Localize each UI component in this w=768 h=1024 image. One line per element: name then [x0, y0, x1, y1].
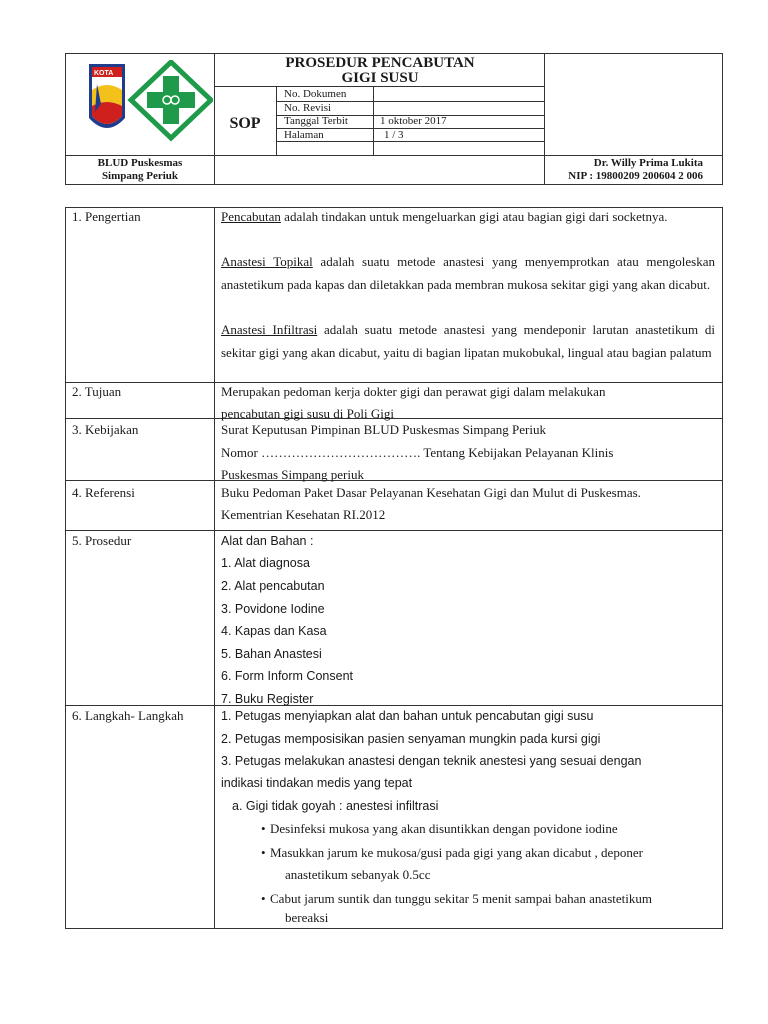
row-label-langkah: 6. Langkah- Langkah	[72, 708, 184, 723]
puskesmas-logos	[79, 60, 213, 142]
definition-anastesi-infiltrasi: adalah suatu metode anastesi yang mendeponir larutan anastetikum di sekitar gigi yang akan dicabut, yaitu di bagian lipatan mukobukal, lingual atau bagian palatum	[221, 322, 715, 360]
header-right-border	[722, 53, 723, 184]
table-column-divider	[214, 207, 215, 929]
org-name-line2: Simpang Periuk	[101, 170, 179, 182]
prosedur-item: 1. Alat diagnosa	[221, 556, 310, 570]
table-left-border	[65, 207, 66, 929]
row-label-tujuan: 2. Tujuan	[72, 384, 122, 399]
header-footer-divider	[65, 155, 723, 156]
langkah-sub-a: a. Gigi tidak goyah : anestesi infiltrasi	[232, 799, 439, 813]
header-bottom-border	[65, 184, 723, 185]
city-logo-text: KOTA	[94, 70, 114, 77]
doc-row-line	[276, 141, 544, 142]
row-label-kebijakan: 3. Kebijakan	[72, 422, 139, 437]
bullet-icon: •	[261, 821, 266, 836]
bullet-icon: •	[261, 845, 266, 860]
signer-name: Dr. Willy Prima Lukita	[593, 157, 703, 169]
definition-paragraph-infiltrasi	[221, 319, 715, 364]
row-label-prosedur: 5. Prosedur	[72, 533, 132, 548]
bullet-icon: •	[261, 891, 266, 906]
page-label: Halaman	[284, 129, 324, 141]
table-row-divider	[65, 480, 723, 481]
prosedur-heading: Alat dan Bahan :	[221, 534, 314, 548]
definition-pencabutan: adalah tindakan untuk mengeluarkan gigi atau bagian gigi dari socketnya.	[280, 209, 668, 224]
prosedur-item: 2. Alat pencabutan	[221, 579, 325, 593]
langkah-bullet-2-line1: Masukkan jarum ke mukosa/gusi pada gigi yang akan dicabut , deponer	[270, 845, 643, 860]
prosedur-item: 3. Povidone Iodine	[221, 602, 325, 616]
header-title-underline	[214, 86, 544, 87]
tujuan-line1: Merupakan pedoman kerja dokter gigi dan perawat gigi dalam melakukan	[221, 384, 606, 399]
row-label-referensi: 4. Referensi	[72, 485, 135, 500]
langkah-bullet-2-line2: anastetikum sebanyak 0.5cc	[285, 867, 431, 882]
langkah-bullet-3-line1: Cabut jarum suntik dan tunggu sekitar 5 menit sampai bahan anastetikum	[270, 891, 652, 906]
row-label-pengertian: 1. Pengertian	[72, 209, 141, 224]
term-anastesi-topikal: Anastesi Topikal	[221, 254, 313, 269]
term-anastesi-infiltrasi: Anastesi Infiltrasi	[221, 322, 318, 337]
header-sop-divider	[276, 86, 277, 155]
header-docval-divider	[373, 86, 374, 155]
issue-date-value: 1 oktober 2017	[380, 115, 447, 127]
sop-label: SOP	[229, 115, 261, 132]
signer-block	[545, 157, 703, 183]
kebijakan-line3: Puskesmas Simpang periuk	[221, 467, 364, 482]
signer-nip: NIP : 19800209 200604 2 006	[568, 170, 703, 182]
kebijakan-line2: Nomor ………………………………. Tentang Kebijakan Pelayanan Klinis	[221, 445, 614, 460]
issue-date-label: Tanggal Terbit	[284, 115, 348, 127]
prosedur-item: 6. Form Inform Consent	[221, 669, 353, 683]
prosedur-item: 4. Kapas dan Kasa	[221, 624, 327, 638]
prosedur-item: 5. Bahan Anastesi	[221, 647, 322, 661]
document-title-line1: PROSEDUR PENCABUTAN	[285, 55, 475, 71]
prosedur-item: 7. Buku Register	[221, 692, 314, 706]
definition-paragraph-pencabutan	[221, 206, 715, 229]
referensi-line2: Kementrian Kesehatan RI.2012	[221, 507, 386, 522]
org-name	[65, 157, 215, 183]
doc-number-label: No. Dokumen	[284, 88, 347, 100]
city-emblem-logo	[89, 64, 125, 128]
langkah-step-3-line2: indikasi tindakan medis yang tepat	[221, 776, 413, 790]
definition-anastesi-topikal: adalah suatu metode anastesi yang menyemprotkan atau mengoleskan anastetikum pada kapas dan diletakkan pada membran mukosa sekitar gigi yang akan dicabut.	[221, 254, 715, 292]
langkah-bullet-1: Desinfeksi mukosa yang akan disuntikkan dengan povidone iodine	[270, 821, 618, 836]
langkah-step-3-line1: 3. Petugas melakukan anastesi dengan teknik anestesi yang sesuai dengan	[221, 754, 642, 768]
table-right-border	[722, 207, 723, 929]
referensi-line1: Buku Pedoman Paket Dasar Pelayanan Kesehatan Gigi dan Mulut di Puskesmas.	[221, 485, 641, 500]
table-bottom-border	[65, 928, 723, 929]
langkah-step-2: 2. Petugas memposisikan pasien senyaman mungkin pada kursi gigi	[221, 732, 601, 746]
langkah-bullet-3-line2: bereaksi	[285, 910, 329, 925]
kebijakan-line1: Surat Keputusan Pimpinan BLUD Puskesmas Simpang Periuk	[221, 422, 546, 437]
org-name-line1: BLUD Puskesmas	[97, 157, 183, 169]
page-value: 1 / 3	[384, 129, 404, 141]
definition-paragraph-topikal	[221, 251, 715, 296]
puskesmas-cross-logo	[131, 62, 211, 138]
document-title-line2: GIGI SUSU	[341, 70, 419, 86]
term-pencabutan: Pencabutan	[221, 209, 281, 224]
header-top-border	[65, 53, 723, 54]
langkah-step-1: 1. Petugas menyiapkan alat dan bahan untuk pencabutan gigi susu	[221, 709, 594, 723]
tujuan-line2: pencabutan gigi susu di Poli Gigi	[221, 406, 394, 421]
table-row-divider	[65, 530, 723, 531]
revision-label: No. Revisi	[284, 102, 332, 114]
